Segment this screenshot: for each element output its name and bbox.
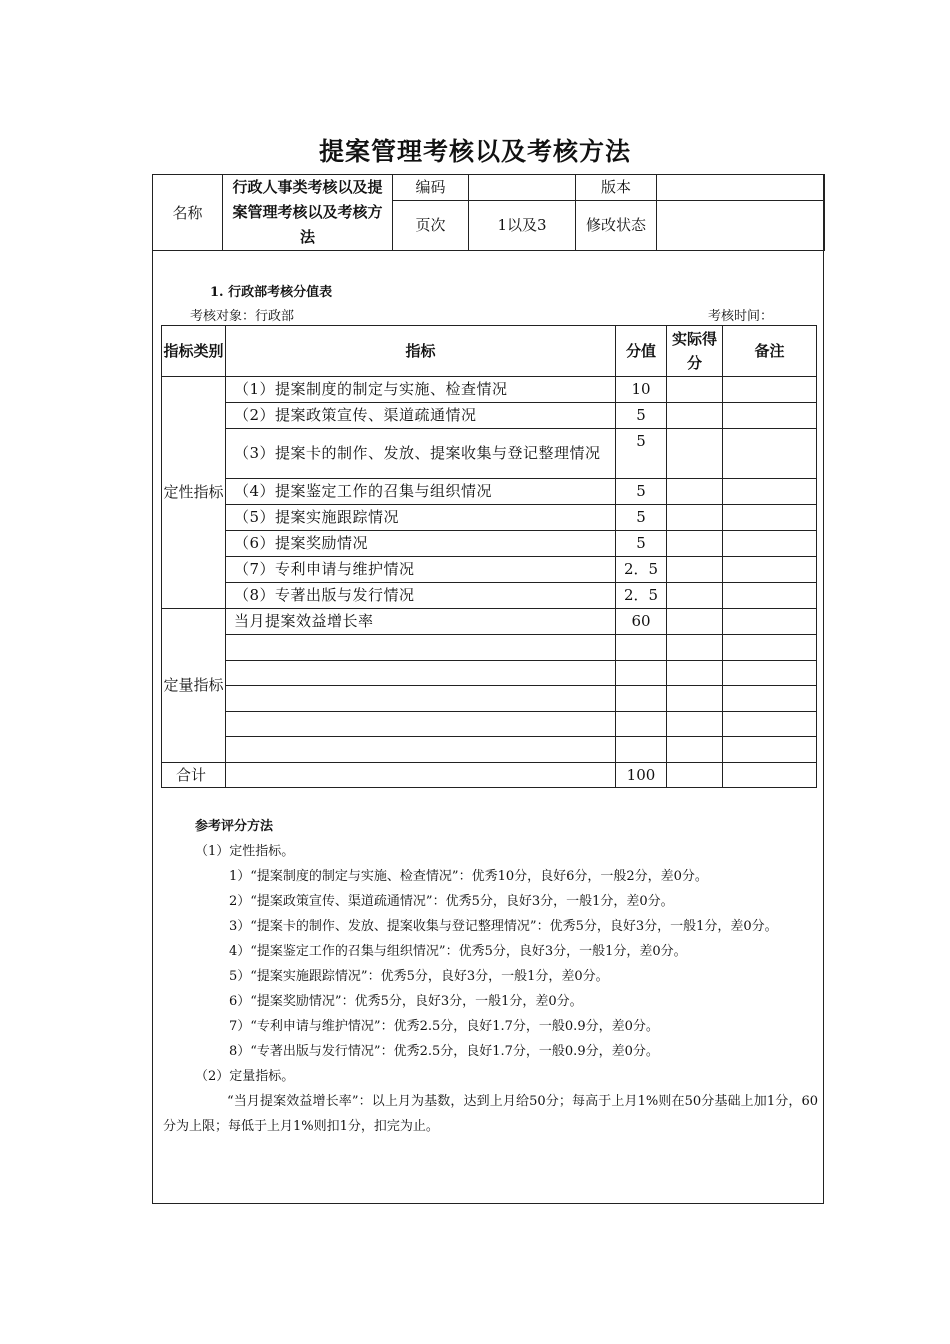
indicator-cell: 当月提案效益增长率 — [226, 609, 616, 635]
header-score: 分值 — [616, 326, 667, 377]
indicator-cell: （7）专利申请与维护情况 — [226, 557, 616, 583]
table-row — [162, 403, 817, 429]
method-item: 6）“提案奖励情况”：优秀5分，良好3分，一般1分，差0分。 — [229, 994, 583, 1009]
qualitative-heading: （1）定性指标。 — [195, 844, 295, 859]
header-table — [152, 174, 825, 251]
method-item: 3）“提案卡的制作、发放、提案收集与登记整理情况”：优秀5分，良好3分，一般1分，差0分。 — [229, 919, 778, 934]
code-value — [469, 175, 576, 201]
revision-label: 修改状态 — [576, 201, 657, 251]
note-cell — [723, 583, 817, 609]
score-cell: 10 — [616, 377, 667, 403]
method-item: 8）“专著出版与发行情况”：优秀2.5分，良好1.7分，一般0.9分，差0分。 — [229, 1044, 659, 1059]
actual-cell — [667, 531, 723, 557]
quantitative-heading: （2）定量指标。 — [195, 1069, 295, 1084]
table-row — [162, 377, 817, 403]
total-value: 100 — [616, 762, 667, 788]
score-cell: 5 — [616, 479, 667, 505]
version-label: 版本 — [576, 175, 657, 201]
name-value: 行政人事类考核以及提案管理考核以及考核方法 — [223, 175, 393, 251]
header-category: 指标类别 — [162, 326, 226, 377]
total-label: 合计 — [162, 762, 226, 788]
total-row — [162, 762, 817, 788]
score-cell: 5 — [616, 531, 667, 557]
note-cell — [723, 479, 817, 505]
table-row — [162, 583, 817, 609]
note-cell — [723, 429, 817, 479]
page-label: 页次 — [393, 201, 469, 251]
method-title: 参考评分方法 — [195, 819, 274, 834]
quantitative-text: “当月提案效益增长率”：以上月为基数，达到上月给50分；每高于上月1%则在50分基础上加1分，60分为上限；每低于上月1%则扣1分，扣完为止。 — [163, 1094, 818, 1134]
note-cell — [723, 531, 817, 557]
actual-cell — [667, 377, 723, 403]
table-row — [162, 609, 817, 635]
actual-cell — [667, 609, 723, 635]
table-row — [162, 531, 817, 557]
version-value — [657, 175, 825, 201]
empty-row — [162, 660, 817, 686]
empty-row — [162, 635, 817, 661]
actual-cell — [667, 583, 723, 609]
table-row — [162, 479, 817, 505]
indicator-cell: （4）提案鉴定工作的召集与组织情况 — [226, 479, 616, 505]
actual-cell — [667, 505, 723, 531]
note-cell — [723, 403, 817, 429]
actual-cell — [667, 429, 723, 479]
note-cell — [723, 762, 817, 788]
empty-row — [162, 737, 817, 763]
assessment-target: 考核对象：行政部 — [190, 309, 295, 324]
quantitative-category: 定量指标 — [162, 609, 226, 763]
assessment-time: 考核时间： — [708, 309, 774, 324]
table-row — [162, 505, 817, 531]
score-cell: 5 — [616, 429, 667, 479]
total-indicator-cell — [226, 762, 616, 788]
score-header-row — [162, 326, 817, 377]
score-cell: 60 — [616, 609, 667, 635]
table-row — [162, 557, 817, 583]
note-cell — [723, 505, 817, 531]
score-table — [161, 325, 817, 788]
actual-cell — [667, 403, 723, 429]
score-cell: 5 — [616, 403, 667, 429]
scoring-method — [163, 814, 818, 1139]
document-title: 提案管理考核以及考核方法 — [318, 137, 631, 166]
method-item: 7）“专利申请与维护情况”：优秀2.5分，良好1.7分，一般0.9分，差0分。 — [229, 1019, 659, 1034]
score-cell: 2．5 — [616, 557, 667, 583]
header-actual: 实际得分 — [667, 326, 723, 377]
method-item: 1）“提案制度的制定与实施、检查情况”：优秀10分，良好6分，一般2分，差0分。 — [229, 869, 708, 884]
indicator-cell: （5）提案实施跟踪情况 — [226, 505, 616, 531]
score-cell: 5 — [616, 505, 667, 531]
code-label: 编码 — [393, 175, 469, 201]
header-indicator: 指标 — [226, 326, 616, 377]
qualitative-category: 定性指标 — [162, 377, 226, 609]
table-row — [162, 429, 817, 479]
empty-row — [162, 711, 817, 737]
indicator-cell: （1）提案制度的制定与实施、检查情况 — [226, 377, 616, 403]
note-cell — [723, 377, 817, 403]
method-item: 5）“提案实施跟踪情况”：优秀5分，良好3分，一般1分，差0分。 — [229, 969, 609, 984]
indicator-cell: （3）提案卡的制作、发放、提案收集与登记整理情况 — [226, 429, 616, 479]
method-item: 2）“提案政策宣传、渠道疏通情况”：优秀5分，良好3分，一般1分，差0分。 — [229, 894, 674, 909]
indicator-cell: （6）提案奖励情况 — [226, 531, 616, 557]
indicator-cell: （8）专著出版与发行情况 — [226, 583, 616, 609]
empty-row — [162, 686, 817, 712]
indicator-cell: （2）提案政策宣传、渠道疏通情况 — [226, 403, 616, 429]
actual-cell — [667, 762, 723, 788]
actual-cell — [667, 557, 723, 583]
name-label: 名称 — [153, 175, 223, 251]
revision-value — [657, 201, 825, 251]
header-note: 备注 — [723, 326, 817, 377]
section-title: 1. 行政部考核分值表 — [210, 285, 333, 300]
score-cell: 2．5 — [616, 583, 667, 609]
actual-cell — [667, 479, 723, 505]
method-item: 4）“提案鉴定工作的召集与组织情况”：优秀5分，良好3分，一般1分，差0分。 — [229, 944, 687, 959]
note-cell — [723, 557, 817, 583]
note-cell — [723, 609, 817, 635]
page-value: 1以及3 — [469, 201, 576, 251]
